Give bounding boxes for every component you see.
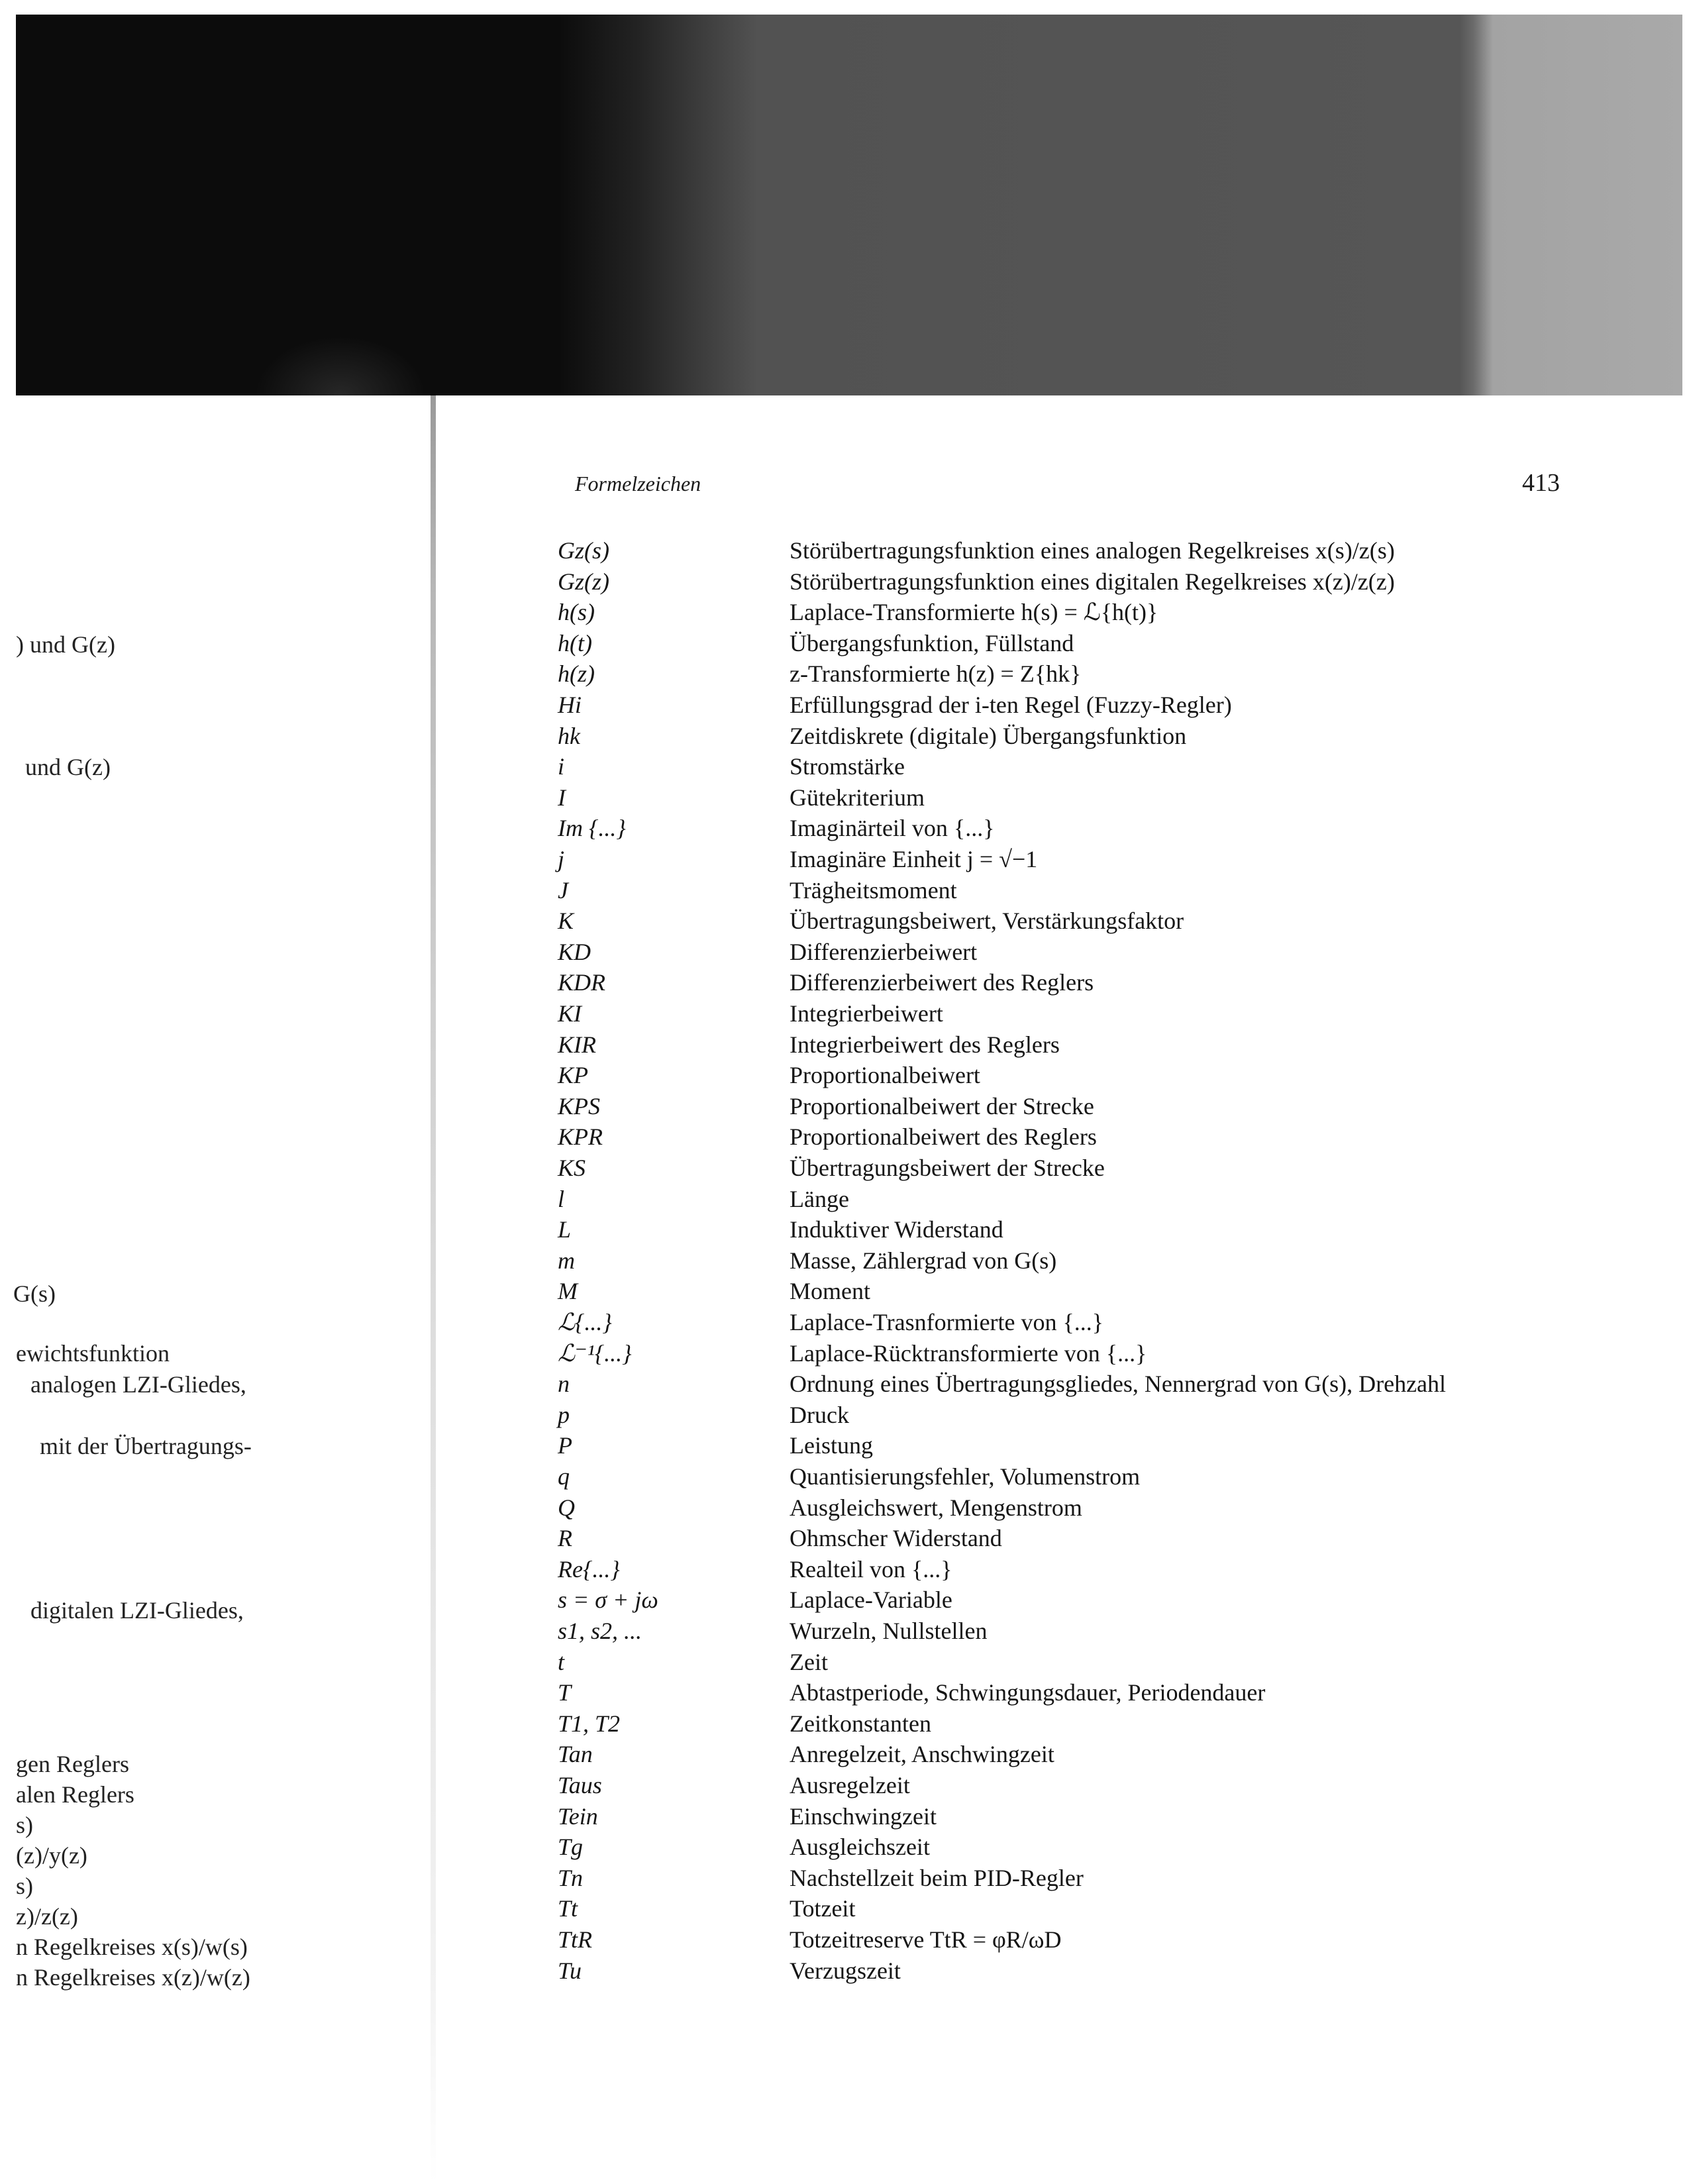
symbol-cell: s = σ + jω: [558, 1586, 658, 1614]
symbol-row: [558, 1492, 1684, 1523]
description-cell: Übertragungsbeiwert, Verstärkungsfaktor: [790, 908, 1184, 935]
symbol-cell: h(s): [558, 599, 595, 626]
symbol-row: [558, 535, 1684, 566]
symbol-cell: h(t): [558, 629, 592, 656]
symbol-row: [558, 1893, 1684, 1924]
description-cell: Abtastperiode, Schwingungsdauer, Periodendauer: [790, 1679, 1266, 1706]
description-cell: Zeit: [790, 1648, 828, 1675]
left-page-fragment: gen Reglers: [16, 1751, 129, 1777]
description-cell: Induktiver Widerstand: [790, 1216, 1003, 1243]
description-cell: Verzugszeit: [790, 1957, 901, 1984]
symbol-row: [558, 1461, 1684, 1492]
description-cell: Ohmscher Widerstand: [790, 1525, 1002, 1552]
symbol-cell: Re{...}: [558, 1555, 620, 1583]
left-page-fragment: n Regelkreises x(z)/w(z): [16, 1964, 250, 1991]
left-page-fragment: n Regelkreises x(s)/w(s): [16, 1934, 248, 1960]
description-cell: Zeitkonstanten: [790, 1710, 931, 1737]
symbol-cell: P: [558, 1432, 572, 1459]
symbol-cell: j: [558, 846, 565, 872]
symbol-row: [558, 1430, 1684, 1461]
book-gutter: [431, 395, 436, 2184]
symbol-row: [558, 1616, 1684, 1646]
symbol-cell: Tn: [558, 1864, 584, 1891]
left-page-fragment: s): [16, 1812, 33, 1838]
scan-shadow-band: [16, 15, 1682, 395]
description-cell: Übertragungsbeiwert der Strecke: [790, 1155, 1105, 1181]
description-cell: Proportionalbeiwert: [790, 1062, 980, 1089]
symbol-cell: l: [558, 1185, 565, 1212]
symbol-row: [558, 998, 1684, 1029]
symbol-row: [558, 1924, 1684, 1955]
symbol-cell: KD: [558, 938, 591, 965]
symbol-row: [558, 1184, 1684, 1214]
description-cell: Totzeit: [790, 1895, 856, 1922]
symbol-row: [558, 1739, 1684, 1769]
symbol-cell: KP: [558, 1062, 589, 1089]
left-page-fragment: (z)/y(z): [16, 1842, 87, 1869]
symbol-row: [558, 566, 1684, 597]
symbol-row: [558, 875, 1684, 906]
symbol-row: [558, 1214, 1684, 1245]
description-cell: Totzeitreserve TtR = φR/ωD: [790, 1926, 1062, 1953]
description-cell: Laplace-Variable: [790, 1586, 952, 1614]
symbol-row: [558, 751, 1684, 782]
symbol-cell: ℒ⁻¹{...}: [558, 1339, 632, 1367]
page-number: 413: [1522, 469, 1560, 497]
left-page-fragment: z)/z(z): [16, 1903, 78, 1930]
symbol-cell: M: [558, 1278, 578, 1305]
page-header-title: Formelzeichen: [575, 472, 701, 495]
description-cell: Realteil von {...}: [790, 1555, 952, 1583]
symbol-cell: L: [558, 1216, 572, 1243]
symbol-cell: TtR: [558, 1926, 593, 1953]
symbol-row: [558, 1523, 1684, 1553]
symbol-cell: KDR: [558, 969, 605, 996]
symbol-row: [558, 690, 1684, 720]
symbol-row: [558, 1029, 1684, 1060]
symbol-cell: i: [558, 753, 565, 780]
description-cell: Gütekriterium: [790, 784, 925, 811]
symbol-row: [558, 1369, 1684, 1399]
symbol-cell: s1, s2, ...: [558, 1618, 642, 1644]
description-cell: Störübertragungsfunktion eines analogen Regelkreises x(s)/z(s): [790, 537, 1395, 564]
description-cell: Quantisierungsfehler, Volumenstrom: [790, 1463, 1141, 1490]
symbol-row: [558, 1832, 1684, 1862]
symbol-row: [558, 1677, 1684, 1708]
symbol-cell: Tg: [558, 1834, 584, 1861]
symbol-row: [558, 906, 1684, 936]
symbol-row: [558, 1770, 1684, 1800]
left-page-fragment: mit der Übertragungs-: [40, 1433, 252, 1459]
symbol-row: [558, 967, 1684, 998]
description-cell: Übergangsfunktion, Füllstand: [790, 629, 1074, 656]
symbol-cell: Hi: [558, 692, 582, 718]
symbol-cell: Gz(z): [558, 568, 609, 595]
description-cell: Länge: [790, 1185, 849, 1212]
symbol-cell: Tein: [558, 1802, 598, 1830]
description-cell: Ausregelzeit: [790, 1772, 910, 1798]
symbol-cell: Tu: [558, 1957, 582, 1984]
description-cell: Imaginäre Einheit j = √−1: [790, 846, 1038, 872]
description-cell: Integrierbeiwert des Reglers: [790, 1031, 1060, 1058]
symbol-cell: KI: [558, 1000, 582, 1027]
symbol-row: [558, 1400, 1684, 1430]
symbol-cell: Tan: [558, 1741, 593, 1768]
symbol-row: [558, 1863, 1684, 1893]
symbol-row: [558, 813, 1684, 843]
symbol-cell: hk: [558, 722, 580, 749]
symbol-cell: T1, T2: [558, 1710, 621, 1737]
symbol-row: [558, 1955, 1684, 1986]
description-cell: Erfüllungsgrad der i-ten Regel (Fuzzy-Regler): [790, 692, 1232, 718]
description-cell: Trägheitsmoment: [790, 876, 957, 904]
description-cell: Differenzierbeiwert des Reglers: [790, 969, 1094, 996]
left-page-fragment: s): [16, 1873, 33, 1899]
description-cell: Proportionalbeiwert des Reglers: [790, 1123, 1097, 1151]
description-cell: Proportionalbeiwert der Strecke: [790, 1092, 1094, 1119]
symbol-cell: h(z): [558, 660, 595, 688]
symbol-cell: Tt: [558, 1895, 578, 1922]
symbol-row: [558, 597, 1684, 627]
symbol-row: [558, 721, 1684, 751]
symbol-cell: m: [558, 1247, 575, 1274]
symbol-row: [558, 1647, 1684, 1677]
symbol-cell: ℒ{...}: [558, 1309, 612, 1335]
symbol-row: [558, 1121, 1684, 1152]
symbol-cell: q: [558, 1463, 570, 1490]
symbol-cell: I: [558, 784, 566, 811]
symbol-row: [558, 1245, 1684, 1276]
symbol-cell: T: [558, 1679, 572, 1706]
symbol-cell: Q: [558, 1494, 575, 1521]
left-page-fragment: alen Reglers: [16, 1781, 134, 1808]
symbol-row: [558, 1060, 1684, 1090]
symbol-row: [558, 658, 1684, 689]
description-cell: Ausgleichszeit: [790, 1834, 930, 1861]
symbol-row: [558, 1153, 1684, 1183]
description-cell: Nachstellzeit beim PID-Regler: [790, 1864, 1084, 1891]
description-cell: Störübertragungsfunktion eines digitalen Regelkreises x(z)/z(z): [790, 568, 1395, 595]
symbol-row: [558, 782, 1684, 813]
description-cell: Differenzierbeiwert: [790, 938, 978, 965]
description-cell: Stromstärke: [790, 753, 905, 780]
left-page-fragment: ewichtsfunktion: [16, 1340, 170, 1367]
description-cell: Ordnung eines Übertragungsgliedes, Nennergrad von G(s), Drehzahl: [790, 1371, 1447, 1398]
description-cell: Druck: [790, 1401, 849, 1428]
symbol-cell: R: [558, 1525, 572, 1552]
symbol-cell: KPR: [558, 1123, 603, 1151]
left-page-fragment: ) und G(z): [16, 631, 115, 658]
symbol-cell: Im {...}: [558, 815, 626, 842]
symbol-row: [558, 937, 1684, 967]
description-cell: Moment: [790, 1278, 870, 1305]
symbol-cell: n: [558, 1371, 570, 1398]
symbol-cell: p: [558, 1401, 570, 1428]
symbol-row: [558, 1585, 1684, 1615]
description-cell: Masse, Zählergrad von G(s): [790, 1247, 1057, 1274]
symbol-row: [558, 844, 1684, 874]
description-cell: Imaginärteil von {...}: [790, 815, 995, 842]
left-page-fragment: und G(z): [25, 754, 111, 780]
description-cell: Ausgleichswert, Mengenstrom: [790, 1494, 1082, 1521]
left-page-fragment: G(s): [13, 1280, 56, 1307]
description-cell: Wurzeln, Nullstellen: [790, 1618, 988, 1644]
description-cell: Zeitdiskrete (digitale) Übergangsfunktion: [790, 722, 1187, 749]
description-cell: Laplace-Transformierte h(s) = ℒ{h(t)}: [790, 599, 1158, 626]
symbol-row: [558, 1338, 1684, 1369]
symbol-row: [558, 1307, 1684, 1337]
left-page-fragment: analogen LZI-Gliedes,: [30, 1371, 246, 1398]
description-cell: Leistung: [790, 1432, 873, 1459]
symbol-row: [558, 1276, 1684, 1306]
symbol-row: [558, 628, 1684, 658]
symbol-cell: KPS: [558, 1092, 601, 1119]
description-cell: Laplace-Rücktransformierte von {...}: [790, 1339, 1147, 1367]
symbol-cell: J: [558, 876, 568, 904]
symbol-row: [558, 1801, 1684, 1832]
symbol-cell: t: [558, 1648, 565, 1675]
description-cell: Einschwingzeit: [790, 1802, 937, 1830]
description-cell: Laplace-Trasnformierte von {...}: [790, 1309, 1104, 1335]
description-cell: Integrierbeiwert: [790, 1000, 943, 1027]
symbol-row: [558, 1708, 1684, 1739]
description-cell: z-Transformierte h(z) = Z{hk}: [790, 660, 1082, 688]
symbol-cell: Gz(s): [558, 537, 609, 564]
left-page-fragment: digitalen LZI-Gliedes,: [30, 1597, 244, 1624]
symbol-cell: Taus: [558, 1772, 602, 1798]
symbol-cell: KS: [558, 1155, 586, 1181]
symbol-row: [558, 1554, 1684, 1585]
symbol-cell: KIR: [558, 1031, 596, 1058]
symbol-cell: K: [558, 908, 574, 935]
symbol-row: [558, 1091, 1684, 1121]
description-cell: Anregelzeit, Anschwingzeit: [790, 1741, 1054, 1768]
